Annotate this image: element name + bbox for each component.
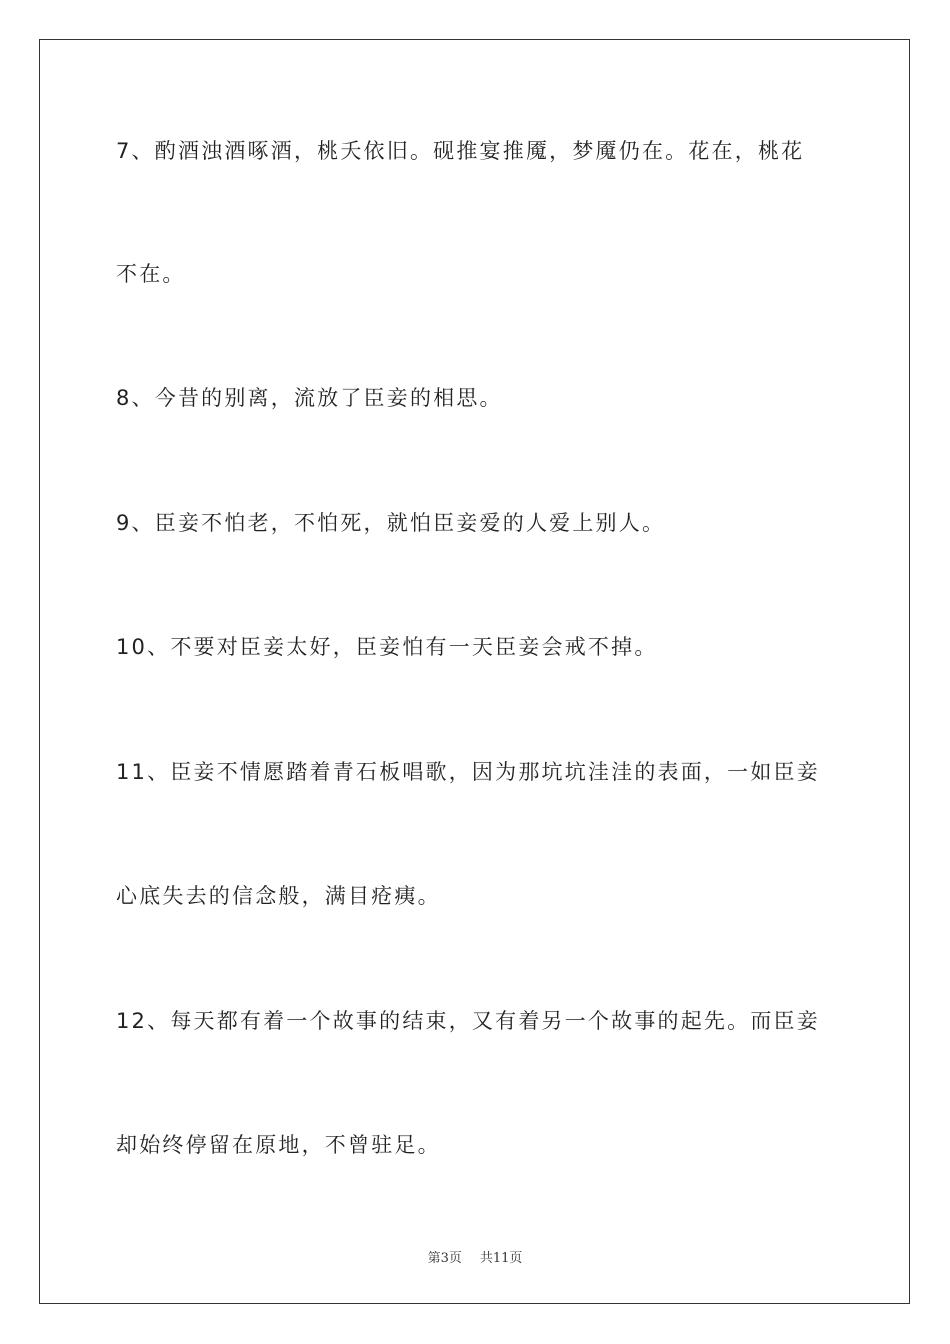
text-line-10: 10、不要对臣妾太好，臣妾怕有一天臣妾会戒不掉。 [116,635,658,659]
text-line-8: 8、今昔的别离，流放了臣妾的相思。 [116,386,503,410]
text-line-11a: 11、臣妾不情愿踏着青石板唱歌，因为那坑坑洼洼的表面，一如臣妾 [116,760,820,784]
text-line-12a: 12、每天都有着一个故事的结束，又有着另一个故事的起先。而臣妾 [116,1009,820,1033]
text-line-11b: 心底失去的信念般，满目疮痍。 [116,884,441,908]
text-line-7b: 不在。 [116,262,186,286]
text-line-9: 9、臣妾不怕老，不怕死，就怕臣妾爱的人爱上别人。 [116,511,666,535]
page-number: 第3页 [427,1251,462,1266]
page-total: 共11页 [479,1251,523,1266]
text-line-12b: 却始终停留在原地，不曾驻足。 [116,1133,441,1157]
page-border [39,39,910,1304]
text-line-7a: 7、酌酒浊酒啄酒，桃夭依旧。砚推宴推魇，梦魇仍在。花在，桃花 [116,139,805,163]
page-footer [0,1247,950,1266]
